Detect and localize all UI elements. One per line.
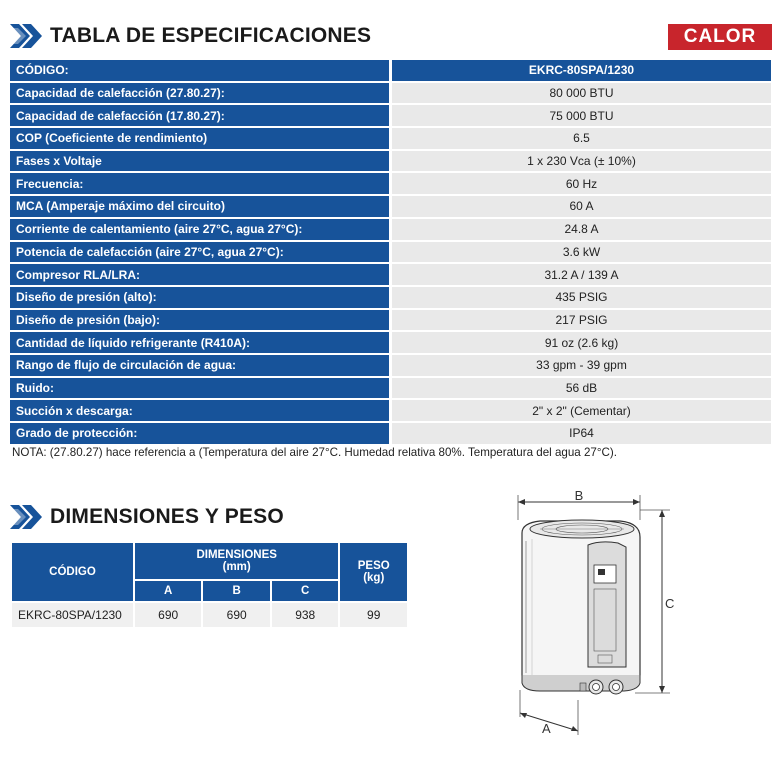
col-dims-header	[134, 542, 340, 580]
col-dims-line1: DIMENSIONES	[196, 549, 277, 561]
spec-label: Grado de protección:	[10, 423, 392, 444]
spec-value: 24.8 A	[392, 219, 771, 240]
spec-value: 217 PSIG	[392, 310, 771, 331]
specs-header-row	[10, 60, 771, 81]
spec-label: Potencia de calefacción (aire 27°C, agua 27°C):	[10, 242, 392, 263]
specs-title: TABLA DE ESPECIFICACIONES	[50, 24, 372, 47]
spec-label: Fases x Voltaje	[10, 151, 392, 172]
table-row	[10, 378, 771, 399]
row-b: 690	[202, 602, 271, 628]
spec-label: Succión x descarga:	[10, 400, 392, 421]
heat-pump-drawing	[500, 485, 685, 747]
spec-value: 56 dB	[392, 378, 771, 399]
dimensions-table	[10, 541, 409, 629]
spec-value: 80 000 BTU	[392, 83, 771, 104]
col-a-header: A	[134, 580, 203, 602]
spec-label: Ruido:	[10, 378, 392, 399]
col-c-header: C	[271, 580, 340, 602]
spec-label: Frecuencia:	[10, 173, 392, 194]
table-row	[10, 332, 771, 353]
col-dims-line2: (mm)	[222, 561, 251, 573]
spec-value: 75 000 BTU	[392, 105, 771, 126]
dimensions-section-title	[8, 502, 284, 532]
double-chevron-icon	[8, 21, 44, 51]
double-chevron-icon	[8, 502, 44, 532]
table-row	[10, 105, 771, 126]
spec-value: 3.6 kW	[392, 242, 771, 263]
spec-value: 91 oz (2.6 kg)	[392, 332, 771, 353]
spec-label: Corriente de calentamiento (aire 27°C, agua 27°C):	[10, 219, 392, 240]
spec-label: Diseño de presión (bajo):	[10, 310, 392, 331]
spec-label: Rango de flujo de circulación de agua:	[10, 355, 392, 376]
table-row	[10, 423, 771, 444]
spec-value: 33 gpm - 39 gpm	[392, 355, 771, 376]
spec-value: 6.5	[392, 128, 771, 149]
spec-value: 2" x 2" (Cementar)	[392, 400, 771, 421]
row-a: 690	[134, 602, 203, 628]
table-row	[11, 602, 408, 628]
table-row	[10, 310, 771, 331]
spec-label: Capacidad de calefacción (17.80.27):	[10, 105, 392, 126]
col-weight-line1: PESO	[357, 560, 390, 572]
spec-value: 1 x 230 Vca (± 10%)	[392, 151, 771, 172]
row-c: 938	[271, 602, 340, 628]
row-code: EKRC-80SPA/1230	[11, 602, 134, 628]
table-row	[10, 151, 771, 172]
spec-label: Compresor RLA/LRA:	[10, 264, 392, 285]
dim-label-b: B	[574, 488, 584, 503]
spec-label: MCA (Amperaje máximo del circuito)	[10, 196, 392, 217]
spec-value: 60 Hz	[392, 173, 771, 194]
spec-value: EKRC-80SPA/1230	[392, 60, 771, 81]
specs-note: NOTA: (27.80.27) hace referencia a (Temperatura del aire 27°C. Humedad relativa 80%. Temperatura del agua 27°C).	[12, 446, 617, 459]
table-row	[10, 128, 771, 149]
specs-table	[10, 58, 771, 446]
spec-label: Capacidad de calefacción (27.80.27):	[10, 83, 392, 104]
spec-label: Cantidad de líquido refrigerante (R410A):	[10, 332, 392, 353]
dim-label-a: A	[542, 721, 551, 736]
table-row	[10, 287, 771, 308]
spec-value: IP64	[392, 423, 771, 444]
table-row	[10, 355, 771, 376]
spec-label: CÓDIGO:	[10, 60, 392, 81]
spec-value: 435 PSIG	[392, 287, 771, 308]
row-weight: 99	[339, 602, 408, 628]
spec-value: 60 A	[392, 196, 771, 217]
table-row	[10, 83, 771, 104]
dimensions-title: DIMENSIONES Y PESO	[50, 505, 284, 528]
table-row	[10, 264, 771, 285]
calor-badge: CALOR	[668, 24, 772, 50]
spec-label: Diseño de presión (alto):	[10, 287, 392, 308]
spec-label: COP (Coeficiente de rendimiento)	[10, 128, 392, 149]
col-weight-line2: (kg)	[363, 572, 385, 584]
table-row	[10, 219, 771, 240]
table-row	[10, 400, 771, 421]
col-weight-header	[339, 542, 408, 602]
specs-section-title	[8, 21, 371, 51]
spec-value: 31.2 A / 139 A	[392, 264, 771, 285]
col-code-header: CÓDIGO	[11, 542, 134, 602]
dim-label-c: C	[665, 596, 675, 611]
table-row	[10, 173, 771, 194]
table-row	[10, 242, 771, 263]
table-row	[10, 196, 771, 217]
col-b-header: B	[202, 580, 271, 602]
